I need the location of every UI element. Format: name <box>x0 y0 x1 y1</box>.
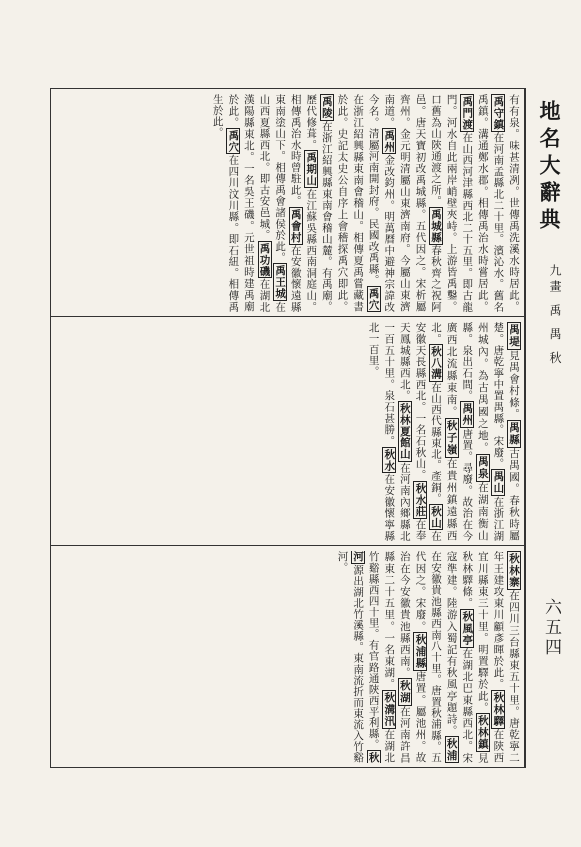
entry-headword: 禹守鎮 <box>492 96 505 130</box>
entry-text: 在湖北竹谿縣西四十里。有官路通陝西平利縣。 <box>367 551 396 763</box>
entry-text: 在安徽懷遠縣東南塗山下。相傳禹會諸侯於此。 <box>274 94 302 312</box>
entry-headword: 秋水莊 <box>414 482 427 517</box>
entry-text: 在河南許昌縣東二十五里。一名東湖。 <box>383 551 411 763</box>
entry-headword: 秋子嶺 <box>445 420 458 456</box>
register-divider <box>50 316 525 317</box>
register-bottom <box>55 551 521 763</box>
dictionary-entry <box>429 344 443 504</box>
entry-headword: 禺州 <box>461 403 474 427</box>
entry-text: 在山西夏縣西北。即古安邑城。 <box>258 94 287 312</box>
entry-headword: 秋林驛 <box>492 692 505 727</box>
entry-headword: 秋風亭 <box>461 610 474 646</box>
entry-text: 見秋林驛條。 <box>461 551 489 763</box>
entry-text: 在河南內鄉縣北一百五十里。泉石甚勝。 <box>383 322 411 541</box>
entry-text: 在四川三台縣東五十里。唐乾寧二年王建攻東川顧彥暉於此。 <box>492 551 520 763</box>
entry-headword: 禹陵 <box>320 96 333 119</box>
entry-text: 在湖北漢陽縣東北。一名吳王磯。元世祖時建禹廟於此。 <box>227 94 271 312</box>
entry-headword: 秋溝汛 <box>383 692 396 727</box>
entry-headword: 秋林夏館山 <box>398 403 411 461</box>
entry-text: 春秋齊之祝阿邑。唐天寶初改禹城縣。五代因之。宋析屬齊州。金元明清屬山東濟南府。今屬山東濟南道。 <box>383 94 443 312</box>
entry-text: 在浙江紹興縣東南會稽山。相傳夏禹嘗藏書於此。史記太史公自序上會稽探禹穴即此。 <box>336 94 365 312</box>
entry-text: 在浙江湖州城內。為古禺國之地。 <box>476 322 505 541</box>
entry-text: 在安徽天長縣西北。一名石秋山。 <box>414 322 443 541</box>
entry-headword: 禹門渡 <box>461 96 474 130</box>
entry-headword: 秋山 <box>430 505 443 529</box>
entry-text: 在貴州鎮遠縣西北。 <box>430 322 458 541</box>
entry-headword: 秋八溝 <box>430 346 443 380</box>
entry-text: 在奉天鳳城縣西北。 <box>398 322 427 541</box>
dictionary-entry <box>507 322 521 420</box>
entry-headword: 秋浦 <box>445 738 458 762</box>
section-heading: 九畫 禹 禺 秋 <box>548 264 562 368</box>
entry-headword: 秋林寨 <box>508 553 520 588</box>
entry-headword: 禺泉 <box>476 456 489 480</box>
entry-headword: 禹城縣 <box>430 208 443 243</box>
entry-headword: 禹會村 <box>289 208 302 243</box>
register-middle <box>55 322 521 541</box>
entry-headword: 禹期山 <box>305 152 318 187</box>
entry-headword: 禹王城 <box>274 265 287 300</box>
entry-headword: 禹穴 <box>227 129 240 153</box>
entry-text: 在河南孟縣北二十里。濱沁水。舊名禹鎮。溝通鄭水郡。相傳禹治水時嘗居此。 <box>476 94 505 312</box>
entry-headword: 秋林鎮 <box>476 715 489 751</box>
entry-headword: 秋浦縣 <box>414 634 427 669</box>
entry-text: 唐置。屬池州。故治在今安徽貴池縣西南。 <box>398 551 427 763</box>
entry-text: 在湖南衡山縣。泉出石間。 <box>461 322 489 541</box>
header-rule <box>525 88 526 768</box>
dictionary-entry <box>508 94 520 312</box>
entry-text: 在湖北巴東縣西北。宋寇準建。陸游入蜀記有秋風亭題詩。 <box>445 551 474 763</box>
dictionary-entry <box>477 94 506 312</box>
entry-headword: 禺縣 <box>508 422 520 446</box>
register-divider <box>50 545 525 546</box>
entry-text: 源出湖北竹溪縣。東南流折而東流入竹谿河。 <box>336 551 365 763</box>
book-title: 地名大辭典 <box>537 100 562 235</box>
entry-headword: 秋湖 <box>398 680 411 704</box>
entry-text: 在浙江紹興縣東南會稽山麓。有禹廟。歷代修葺。 <box>305 94 333 312</box>
entry-text: 在山西河津縣西北二十五里。即古龍門。河水自此兩岸峭壁夾峙。上游皆禹鑿。口舊為山陝通渡之所。 <box>430 94 474 312</box>
entry-text: 在四川汶川縣。即石紐。相傳禹生於此。 <box>211 94 240 312</box>
entry-headword: 禹州 <box>383 129 396 153</box>
entry-text: 在山西代縣東北。產銅。 <box>430 381 443 504</box>
entry-headword: 禺堤 <box>508 324 520 348</box>
entry-headword: 禹功磯 <box>258 242 271 277</box>
page-number: 六五四 <box>541 598 561 658</box>
entry-headword: 禺山 <box>492 471 505 495</box>
entry-text: 見禺會村條。 <box>508 349 520 421</box>
entry-text: 在陝西宜川縣東三十里。明置驛於此。 <box>476 551 505 763</box>
entry-headword: 禹穴 <box>367 287 380 311</box>
entry-text: 有有泉。味甚清冽。世傳禹洗溪水時居此。 <box>508 94 520 312</box>
entry-text: 在江蘇吳縣西南洞庭山。相傳禹治水時曾駐此。 <box>289 94 318 312</box>
entry-text: 金改鈞州。明萬曆中避神宗諱改今名。清屬河南開封府。民國改禹縣。 <box>367 94 396 312</box>
entry-text: 在安徽貴池縣西南八十里。唐置秋浦縣。五代因之。宋廢。 <box>414 551 443 763</box>
entry-headword: 秋河 <box>352 551 380 763</box>
entry-text: 在安徽懷寧縣北一百里。 <box>367 322 396 541</box>
register-top <box>55 94 521 312</box>
entry-headword: 秋水 <box>383 448 396 472</box>
entry-text: 唐置。尋廢。故治在今廣西北流縣東南。 <box>445 322 474 541</box>
entry-text: 古禺國。春秋時屬楚。唐乾寧中置禺縣。宋廢。 <box>492 322 520 541</box>
